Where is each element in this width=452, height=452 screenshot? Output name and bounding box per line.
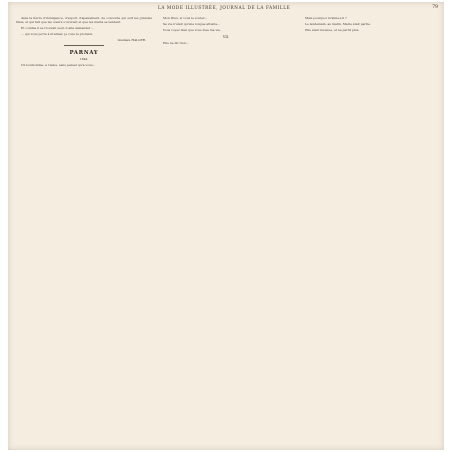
poem-text: Un bonhomme, à l'aube, sans penser qu'à vous... (21, 63, 96, 68)
chapter-number: VII. (222, 35, 230, 40)
poem-subtitle: 1844. (79, 57, 89, 62)
section-divider (64, 45, 104, 46)
right-column (300, 16, 436, 446)
running-title: LA MODE ILLUSTRÉE, JOURNAL DE LA FAMILLE (158, 5, 291, 10)
article-paragraph: Sa vie n'était qu'une longue attente... (163, 22, 221, 27)
article-paragraph: Vous voyez bien que vous êtes ma vie. (163, 28, 221, 33)
article-paragraph: Et comme il se trouvait seul, il alla demander ... (21, 26, 95, 31)
left-column (16, 16, 152, 446)
middle-column (158, 16, 294, 446)
article-paragraph: Le lendemain, au matin, Marie était partie. (305, 22, 371, 27)
poem-title: PARNAY (69, 50, 99, 57)
article-paragraph: Elle ne dit rien... (163, 41, 189, 46)
article-paragraph: ... qui vous porte à m'aimer, je vous le promets. (21, 32, 94, 37)
magazine-page (8, 2, 444, 450)
article-paragraph: Mais pourquoi m'aime-t-il ? (305, 16, 347, 20)
page-number: 79 (432, 5, 438, 10)
article-paragraph: Mon Dieu, si vous le voulez... (163, 16, 208, 20)
author-signature: Gustave HALLER. (117, 38, 146, 43)
article-paragraph: Elle était revenue, et ne partit plus. (305, 28, 360, 33)
article-paragraph: dans la fièvre d'indulgence, d'espoir, d'apaisement, de concorde qui suit les grandes fêtes, et qui fait que les cœurs s'ouvrent et que les mains se tendent. (16, 16, 152, 25)
